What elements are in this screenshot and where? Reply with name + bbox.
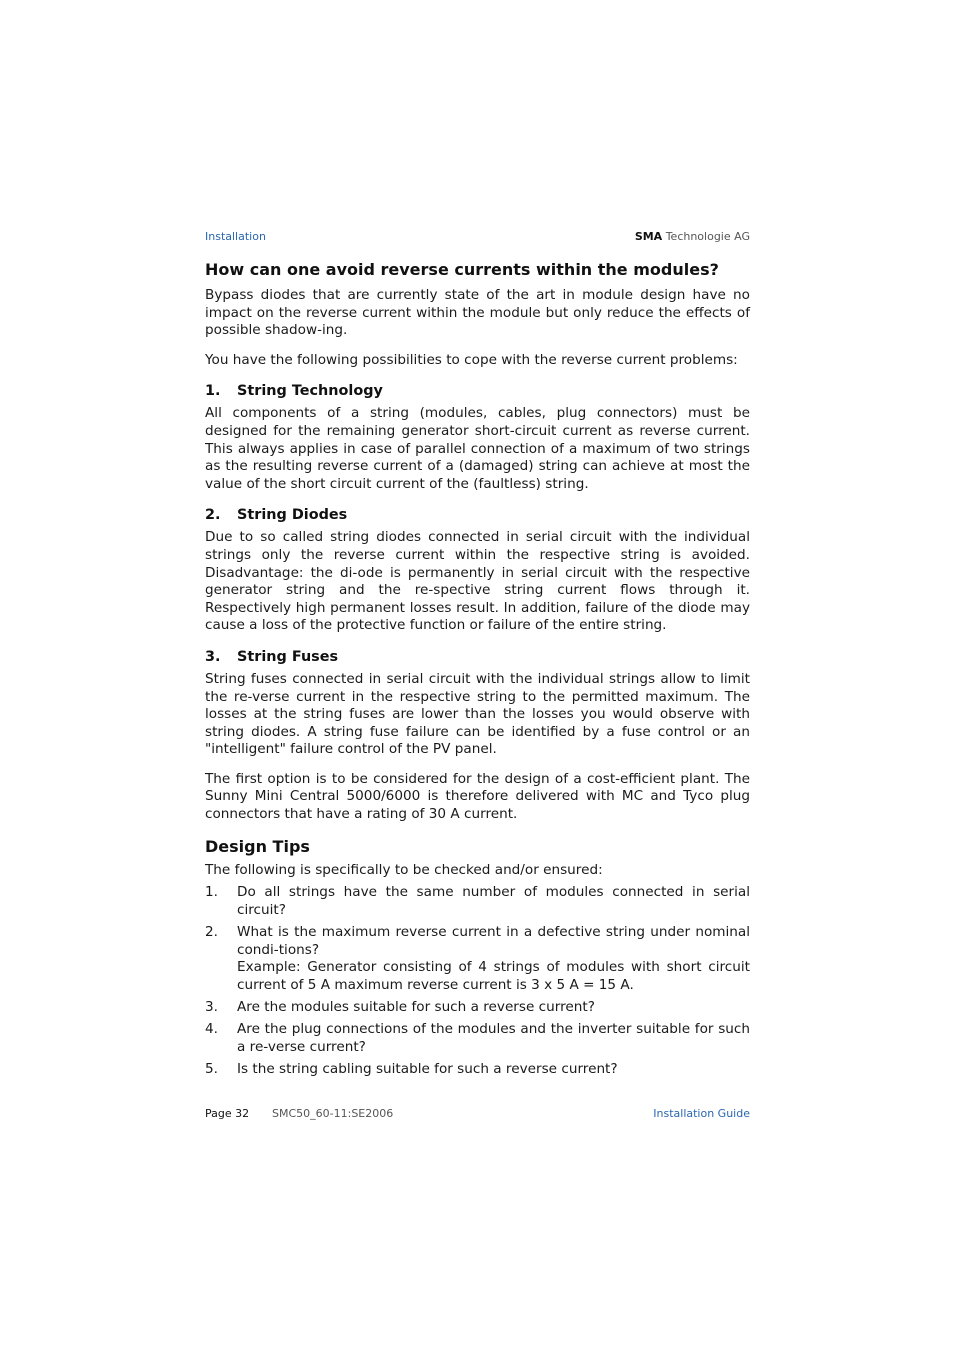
- conclusion-paragraph: The first option is to be considered for the design of a cost-efficient plant. The Sunny Mini Central 5000/6000 is therefore delivered with MC and Tyco plug connectors that have a rating of 30 A current.: [205, 770, 750, 823]
- option-title: String Fuses: [237, 648, 339, 665]
- list-item-text: What is the maximum reverse current in a defective string under nominal condi-tions?: [237, 923, 750, 958]
- list-item-text: Are the modules suitable for such a reverse current?: [237, 998, 595, 1015]
- design-tips-heading: Design Tips: [205, 836, 310, 856]
- guide-title: Installation Guide: [653, 1107, 750, 1120]
- page-footer: [205, 1106, 750, 1122]
- list-item-number: 4.: [205, 1020, 218, 1037]
- list-item-example: Example: Generator consisting of 4 strings of modules with short circuit current of 5 A maximum reverse current is 3 x 5 A = 15 A.: [237, 959, 750, 993]
- list-item-text: Is the string cabling suitable for such a reverse current?: [237, 1060, 618, 1077]
- list-item: [205, 999, 750, 1017]
- intro-paragraph: You have the following possibilities to cope with the reverse current problems:: [205, 351, 738, 368]
- list-item-number: 5.: [205, 1060, 218, 1077]
- list-item: [205, 1061, 750, 1079]
- list-item-number: 1.: [205, 884, 218, 901]
- page-content: [205, 259, 750, 1083]
- header-company: [635, 229, 750, 245]
- list-item: [205, 884, 750, 919]
- list-item: [205, 1021, 750, 1056]
- option-title: String Technology: [237, 383, 383, 400]
- header-section: Installation: [205, 230, 266, 243]
- list-item-number: 2.: [205, 923, 218, 940]
- list-item-text: Are the plug connections of the modules and the inverter suitable for such a re-verse current?: [237, 1020, 750, 1055]
- option-text: All components of a string (modules, cables, plug connectors) must be designed for the remaining generator short-circuit current as reverse current. This always applies in case of parallel connection of a maximum of two strings as the resulting reverse current of a (damaged) string can achieve at most the value of the short circuit current of the (faultless) string.: [205, 405, 750, 492]
- header-brand: SMA: [634, 230, 663, 243]
- option-heading: [205, 381, 750, 401]
- main-heading: How can one avoid reverse currents within the modules?: [205, 260, 719, 279]
- option-number: 3.: [205, 648, 221, 665]
- option-heading: [205, 647, 750, 667]
- running-header: [205, 229, 750, 245]
- option-number: 1.: [205, 383, 221, 400]
- option-heading: [205, 505, 750, 525]
- option-text: String fuses connected in serial circuit with the individual strings allow to limit the re-verse current in the respective string to the permitted maximum. The losses at the string fuses are lower than the losses you would observe with string diodes. A string fuse failure can be identified by a fuse control or an "intelligent" failure control of the PV panel.: [205, 670, 750, 758]
- option-number: 2.: [205, 507, 221, 524]
- design-tips-intro: The following is specifically to be checked and/or ensured:: [205, 861, 603, 878]
- intro-paragraph: Bypass diodes that are currently state of the art in module design have no impact on the reverse current within the module but only reduce the effects of possible shadow-ing.: [205, 287, 750, 339]
- header-company-name: Technologie AG: [665, 230, 750, 243]
- page-number: Page 32: [205, 1107, 250, 1120]
- design-tips-list: [205, 884, 750, 1078]
- list-item-text: Do all strings have the same number of modules connected in serial circuit?: [237, 884, 750, 918]
- document-id: SMC50_60-11:SE2006: [272, 1107, 394, 1120]
- option-text: Due to so called string diodes connected in serial circuit with the individual strings only the reverse current within the respective string is avoided. Disadvantage: the di-ode is permanently in serial circuit with the respective generator string and the re-spective string current flows through it. Respectively high permanent losses result. In addition, failure of the diode may cause a loss of the protective function or failure of the entire string.: [205, 529, 750, 634]
- list-item-number: 3.: [205, 998, 218, 1015]
- option-title: String Diodes: [237, 507, 348, 524]
- list-item: [205, 924, 750, 994]
